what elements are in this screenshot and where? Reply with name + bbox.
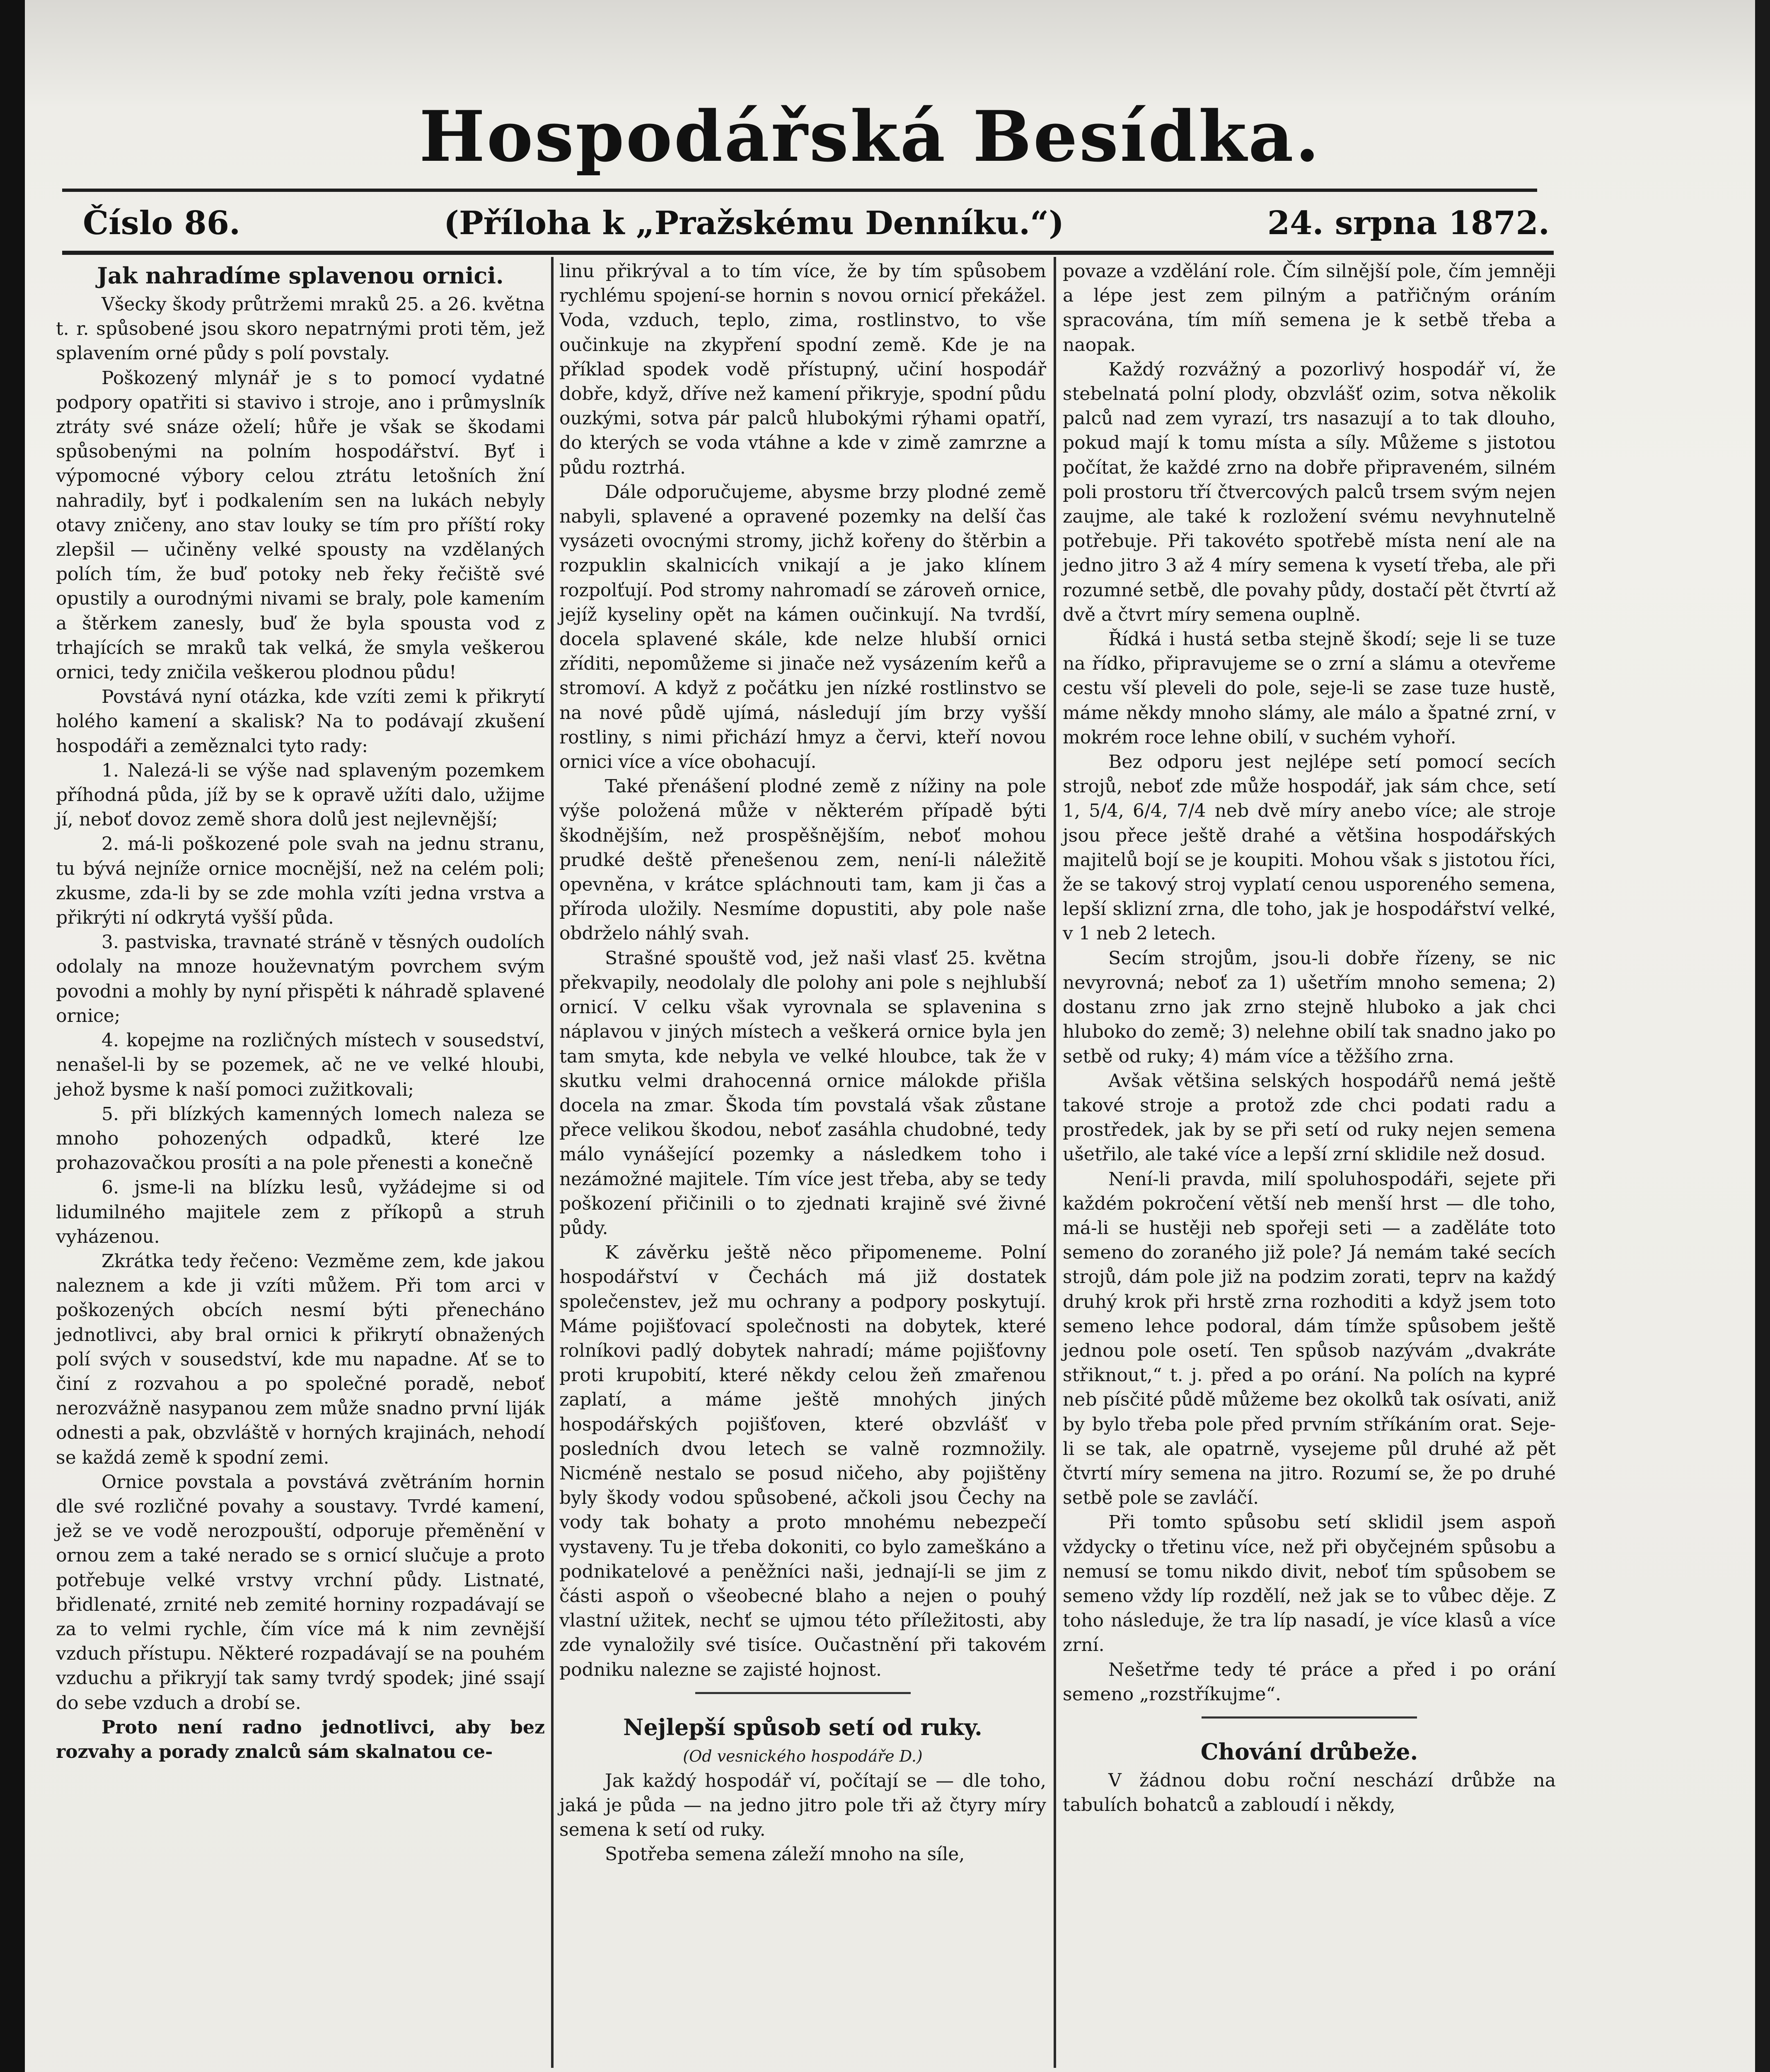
article-heading: Jak nahradíme splavenou ornici. (97, 262, 504, 289)
column-1 (56, 259, 545, 1764)
paragraph: Ornice povstala a povstává zvětráním hornin dle své rozličné povahy a soustavy. Tvrdé kamení, jež se ve vodě nerozpouští, odporuje přeměnění v ornou zem a také nerado se s ornicí slučuje a proto potřebuje velké vrstvy vrchní půdy. Listnaté, břidlenaté, zrnité neb zemité horniny rozpadávají se za to velmi rychle, čím více má k nim zevnější vzduch přístupu. Některé rozpadávají se na pouhém vzduchu a přikryjí tak samy tvrdý spodek; jiné ssají do sebe vzduch a drobí se. (56, 1471, 545, 1714)
paragraph: Avšak většina selských hospodářů nemá ještě takové stroje a protož zde chci podati radu a prostředek, jak by se při setí od ruky nejen semena ušetřilo, ale také více a lepší zrní sklidile než dosud. (1063, 1070, 1556, 1165)
column-divider-1 (551, 257, 554, 2068)
paragraph: Všecky škody průtržemi mraků 25. a 26. května t. r. spůsobené jsou skoro nepatrnými proti těm, jež splavením orné půdy s polí povstaly. (56, 294, 545, 364)
section-rule (695, 1692, 911, 1694)
paragraph: Spotřeba semena záleží mnoho na síle, (605, 1844, 965, 1865)
paragraph: 3. pastviska, travnaté stráně v těsných oudolích odolaly na mnoze houževnatým povrchem svým povodni a mohly by nyní přispěti k náhradě splavené ornice; (56, 932, 545, 1026)
article-byline: (Od vesnického hospodáře D.) (683, 1747, 923, 1765)
masthead-rule-top (62, 189, 1537, 192)
paragraph: 1. Nalezá-li se výše nad splaveným pozemkem příhodná půda, jíž by se k opravě užíti dalo, užijme jí, neboť dovoz země shora dolů jest nejlevnější; (56, 760, 545, 830)
article-heading: Chování drůbeže. (1200, 1738, 1418, 1765)
masthead-rule-bottom (62, 251, 1554, 255)
scan-edge-right (1755, 0, 1770, 2072)
paragraph: Secím strojům, jsou-li dobře řízeny, se nic nevyrovná; neboť za 1) ušetřím mnoho semena; 2) dostanu zrno jak zrno stejně hluboko a jak chci hluboko do země; 3) nelehne obilí tak snadno jako po setbě od ruky; 4) mám více a těžšího zrna. (1063, 947, 1556, 1067)
column-2 (559, 259, 1046, 1867)
issue-number: Číslo 86. (83, 204, 241, 242)
paragraph: K závěrku ještě něco připomeneme. Polní hospodářství v Čechách má již dostatek společenstev, jež mu ochrany a podpory poskytují. Máme pojišťovací společnosti na dobytek, které rolníkovi padlý dobytek nahradí; máme pojišťovny proti krupobití, které někdy celou žeň zmařenou zaplatí, a máme ještě mnohých jiných hospodářských pojišťoven, které obzvlášť v posledních dvou letech se valně rozmnožily. Nicméně nestalo se posud ničeho, aby pojištěny byly škody vodou spůsobené, ačkoli jsou Čechy na vody tak bohaty a proto mnohému nebezpečí vystaveny. Tu je třeba dokoniti, co bylo zameškáno a podnikatelové a peněžníci naši, jednají-li se jim z části aspoň o všeobecné blaho a nejen o pouhý vlastní užitek, nechť se ujmou této příležitosti, aby zde vynaložily své tisíce. Oučastnění při takovém podniku nalezne se zajisté hojnost. (559, 1242, 1046, 1680)
article-heading: Nejlepší spůsob setí od ruky. (623, 1714, 982, 1740)
paragraph: linu přikrýval a to tím více, že by tím spůsobem rychlému spojení-se hornin s novou ornicí překážel. Voda, vzduch, teplo, zima, rostlinstvo, to vše oučinkuje na zkypření spodní země. Kde je na příklad spodek vodě přístupný, učiní hospodář dobře, když, dříve než kamení přikryje, spodní půdu ouzkými, sotva pár palců hlubokými rýhami opatří, do kterých se voda vtáhne a kde v zimě zamrzne a půdu roztrhá. (559, 261, 1046, 478)
paragraph: Dále odporučujeme, abysme brzy plodné země nabyli, splavené a opravené pozemky na delší čas vysázeti ovocnými stromy, jichž kořeny do štěrbin a rozpuklin skalnicích vnikají a je jako klínem rozpolťují. Pod stromy nahromadí se zároveň ornice, jejíž kyseliny opět na kámen oučinkují. Na tvrdší, docela splavené skále, kde nelze hlubší ornici zříditi, nepomůžeme si jinače než vysázením keřů a stromoví. A když z počátku jen nízké rostlinstvo se na nové půdě ujímá, následují jím brzy vyšší rostliny, s nimi přichází hmyz a červi, kteří novou ornici více a více obohacují. (559, 481, 1046, 773)
scan-edge-left (0, 0, 25, 2072)
paragraph: povaze a vzdělání role. Čím silnější pole, čím jemněji a lépe jest zem pilným a patřičným oráním spracována, tím míň semena je k setbě třeba a naopak. (1063, 261, 1556, 356)
paragraph: Povstává nyní otázka, kde vzíti zemi k přikrytí holého kamení a skalisk? Na to podávají zkušení hospodáři a zeměznalci tyto rady: (56, 686, 545, 757)
paragraph: Strašné spouště vod, jež naši vlasť 25. května překvapily, neodolaly dle polohy ani pole s nejhlubší ornicí. V celku však vyrovnala se splavenina s náplavou v jiných místech a veškerá ornice byla jen tam smyta, kde nebyla ve velké hloubce, tak že v skutku velmi drahocenná ornice málokde přišla docela na zmar. Škoda tím povstalá však zůstane přece velikou škodou, neboť zasáhla chudobné, tedy málo vynášející pozemky a následkem toho i nezámožné majitele. Tím více jest třeba, aby se tedy poškození přičinili o to zjednati krajině své živné půdy. (559, 947, 1046, 1239)
paragraph: Při tomto spůsobu setí sklidil jsem aspoň vždycky o třetinu více, než při obyčejném spůsobu a nemusí se tomu nikdo divit, neboť tím spůsobem se semeno vždy líp rozdělí, než jak se to vůbec děje. Z toho následuje, že tra líp nasadí, je více klasů a více zrní. (1063, 1512, 1556, 1656)
paragraph: Také přenášení plodné země z nížiny na pole výše položená může v některém případě býti škodnějším, než prospěšnějším, neboť mohou prudké deště přenešenou zem, není-li náležitě opevněna, v krátce spláchnouti tam, kam ji čas a příroda uložily. Nesmíme dopustiti, aby pole naše obdrželo náhlý svah. (559, 776, 1046, 944)
paragraph: Bez odporu jest nejlépe setí pomocí secích strojů, neboť zde může hospodář, jak sám chce, setí 1, 5/4, 6/4, 7/4 neb dvě míry anebo více; ale stroje jsou přece ještě drahé a většina hospodářských majitelů bojí se je koupiti. Mohou však s jistotou říci, že se takový stroj vyplatí cenou usporeného semena, lepší sklizní zrna, dle toho, jak je hospodářství velké, v 1 neb 2 letech. (1063, 751, 1556, 944)
paragraph: Poškozený mlynář je s to pomocí vydatné podpory opatřiti si stavivo i stroje, ano i průmyslník ztráty své snáze oželí; hůře je však se škodami spůsobenými na polním hospodářství. Byť i výpomocné výbory celou ztrátu letošních žní nahradily, byť i podkalením sen na lukách nebyly otavy zničeny, ano stav louky se tím pro příští roky zlepšil — učiněny velké spousty na vzdělaných polích tím, že buď potoky neb řeky řečiště své opustily a ourodnými nivami se braly, pole kamením a štěrkem zanesly, buď že byla spousta vod z trhajících se mraků tak velká, že smyla veškerou ornici, tedy zničila veškerou plodnou půdu! (56, 367, 545, 683)
paragraph: 4. kopejme na rozličných místech v sousedství, nenašel-li by se pozemek, ač ne ve velké hloubi, jehož bysme k naší pomoci zužitkovali; (56, 1030, 545, 1100)
paragraph: 2. má-li poškozené pole svah na jednu stranu, tu bývá nejníže ornice mocnější, než na celém poli; zkusme, zda-li by se zde mohla vzíti jedna vrstva a přikrýti ní odkrytá vyšší půda. (56, 833, 545, 929)
paragraph: Jak každý hospodář ví, počítají se — dle toho, jaká je půda — na jedno jitro pole tři až čtyry míry semena k setí od ruky. (559, 1770, 1046, 1841)
paragraph: Nešetřme tedy té práce a před i po orání semeno „rozstříkujme“. (1063, 1659, 1556, 1705)
issue-date: 24. srpna 1872. (1267, 204, 1550, 242)
paragraph: V žádnou dobu roční neschází drůbže na tabulích bohatců a zabloudí i někdy, (1063, 1769, 1556, 1816)
section-rule (1202, 1716, 1417, 1719)
column-divider-2 (1054, 257, 1056, 2068)
issue-supplement: (Příloha k „Pražskému Denníku.“) (444, 204, 1064, 242)
issue-line (83, 198, 1550, 248)
paragraph: Řídká i hustá setba stejně škodí; seje li se tuze na řídko, připravujeme se o zrní a slámu a otevřeme cestu vší pleveli do pole, seje-li se zase tuze hustě, máme někdy mnoho slámy, ale málo a špatné zrní, v mokrém roce lehne obilí, v suchém vyhoří. (1063, 629, 1556, 748)
masthead-title: Hospodářská Besídka. (419, 95, 1321, 177)
paragraph: 5. při blízkých kamenných lomech naleza se mnoho pohozených odpadků, které lze prohazovačkou prosíti a na pole přenesti a konečně (56, 1103, 545, 1174)
paragraph: Není-li pravda, milí spoluhospodáři, sejete při každém pokročení větší neb menší hrst — dle toho, má-li se hustěji neb spořeji seti — a zaděláte toto semeno do zoraného již pole? Já nemám také secích strojů, dám pole již na podzim zorati, teprv na každý druhý krok při hrstě zrna rozhoditi a když jsem toto semeno lehce podoral, dám tímže spůsobem ještě jednou pole osetí. Ten spůsob nazývám „dvakráte střiknout,“ t. j. před a po orání. Na polích na kypré neb písčité půdě můžeme bez okolků tak osívati, aniž by bylo třeba pole před prvním stříkáním orat. Seje-li se tak, ale opatrně, vysejeme půl druhé až pět čtvrtí míry semena na jitro. Rozumí se, že po druhé setbě pole se zavláčí. (1063, 1168, 1556, 1509)
paragraph: Proto není radno jednotlivci, aby bez rozvahy a porady znalců sám skalnatou ce- (56, 1716, 545, 1762)
paragraph: Zkrátka tedy řečeno: Vezměme zem, kde jakou naleznem a kde ji vzíti můžem. Při tom arci v poškozených obcích nesmí býti přenecháno jednotlivci, aby bral ornici k přikrytí obnažených polí svých v sousedství, kde mu napadne. Ať se to činí z rozvahou a po společné poradě, neboť nerozvážně nasypanou zem může snadno první liják odnesti a pak, obzvláště v horných krajinách, nehodí se každá země k spodní zemi. (56, 1250, 545, 1468)
column-3 (1063, 259, 1556, 1817)
paragraph: Každý rozvážný a pozorlivý hospodář ví, že stebelnatá polní plody, obzvlášť ozim, sotva několik palců nad zem vyrazí, trs nasazují a to tak dlouho, pokud mají k tomu místa a síly. Můžeme s jistotou počítat, že každé zrno na dobře připraveném, silném poli prostoru tří čtvercových palců trsem svým nejen zaujme, ale také k rozložení svému nevyhnutelně potřebuje. Při takovéto spotřebě místa není ale na jedno jitro 3 až 4 míry semena k vysetí třeba, ale při rozumné setbě, dle povahy půdy, dostačí pět čtvrtí až dvě a čtvrt míry semena ouplně. (1063, 358, 1556, 625)
paragraph: 6. jsme-li na blízku lesů, vyžádejme si od lidumilného majitele zem z příkopů a struh vyházenou. (56, 1177, 545, 1247)
